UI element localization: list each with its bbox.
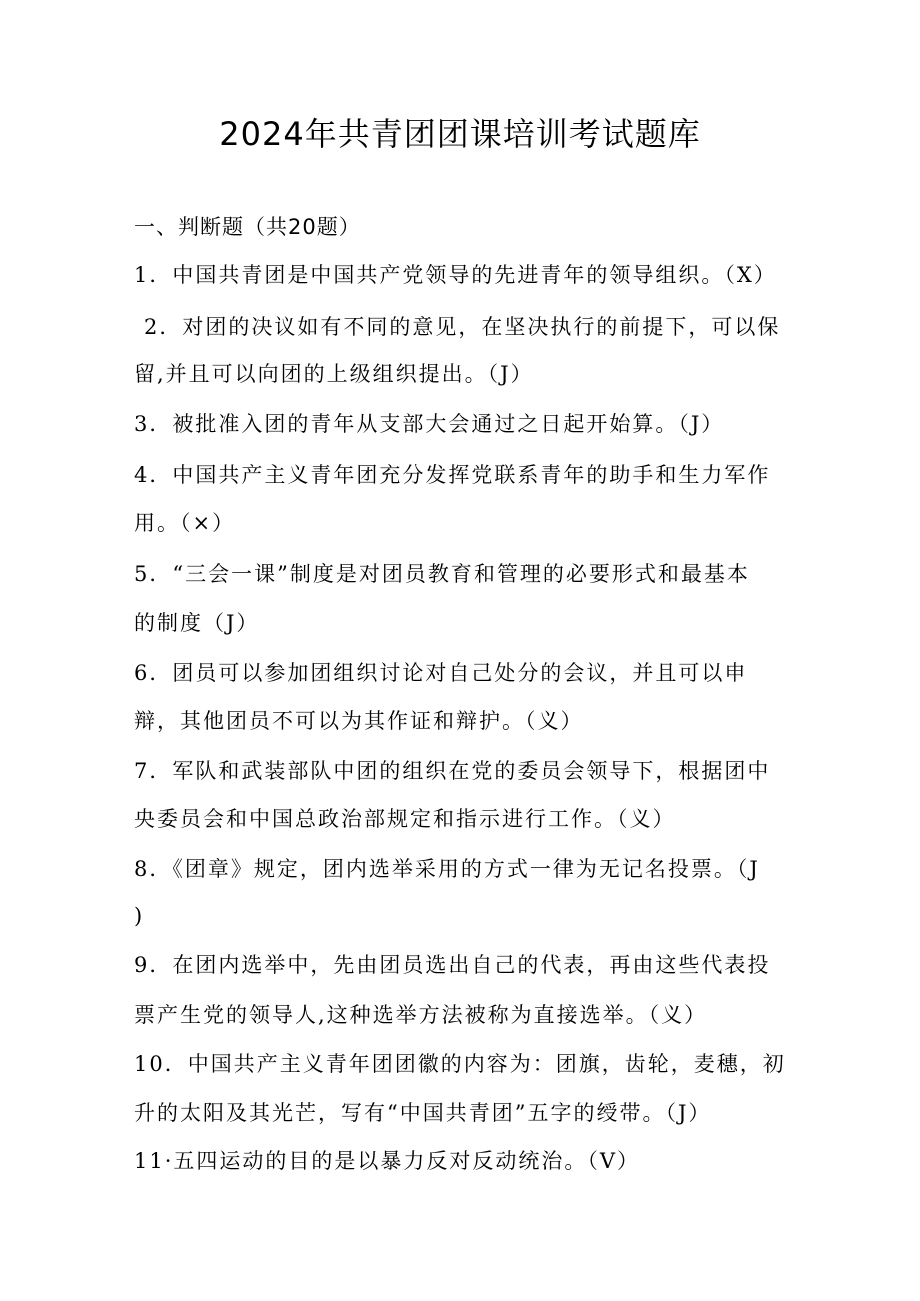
question-11-line-1: 11·五四运动的目的是以暴力反对反动统治。（V）	[134, 1149, 641, 1173]
question-1-line-1: 1．中国共青团是中国共产党领导的先进青年的领导组织。（X）	[134, 263, 777, 287]
question-8-line-1: 8．《团章》规定，团内选举采用的方式一律为无记名投票。（J	[134, 857, 760, 881]
question-6-line-2: 辩，其他团员不可以为其作证和辩护。（义）	[134, 709, 584, 733]
question-3-line-1: 3．被批准入团的青年从支部大会通过之日起开始算。（J）	[134, 412, 725, 436]
question-4-line-2: 用。（×）	[134, 511, 236, 535]
section-heading: 一、判断题（共20题）	[134, 215, 361, 239]
question-10-line-1: 10．中国共产主义青年团团徽的内容为：团旗，齿轮，麦穗，初	[134, 1052, 786, 1076]
question-7-line-2: 央委员会和中国总政治部规定和指示进行工作。（义）	[134, 807, 676, 831]
question-8-line-2: )	[134, 904, 145, 928]
page-title: 2024年共青团团课培训考试题库	[219, 115, 701, 153]
question-2-line-2: 留,并且可以向团的上级组织提出。（J）	[134, 362, 534, 386]
question-7-line-1: 7．军队和武装部队中团的组织在党的委员会领导下，根据团中	[134, 759, 771, 783]
question-6-line-1: 6．团员可以参加团组织讨论对自己处分的会议，并且可以申	[134, 661, 748, 685]
question-4-line-1: 4．中国共产主义青年团充分发挥党联系青年的助手和生力军作	[134, 463, 771, 487]
question-2-line-1: 2．对团的决议如有不同的意见，在坚决执行的前提下，可以保	[144, 315, 781, 339]
question-9-line-1: 9．在团内选举中，先由团员选出自己的代表，再由这些代表投	[134, 953, 771, 977]
question-10-line-2: 升的太阳及其光芒，写有“中国共青团”五字的绶带。（J）	[134, 1101, 712, 1125]
question-9-line-2: 票产生党的领导人,这种选举方法被称为直接选举。（义）	[134, 1003, 708, 1027]
question-5-line-1: 5．“三会一课”制度是对团员教育和管理的必要形式和最基本	[134, 562, 750, 586]
question-5-line-2: 的制度（J）	[134, 611, 260, 635]
